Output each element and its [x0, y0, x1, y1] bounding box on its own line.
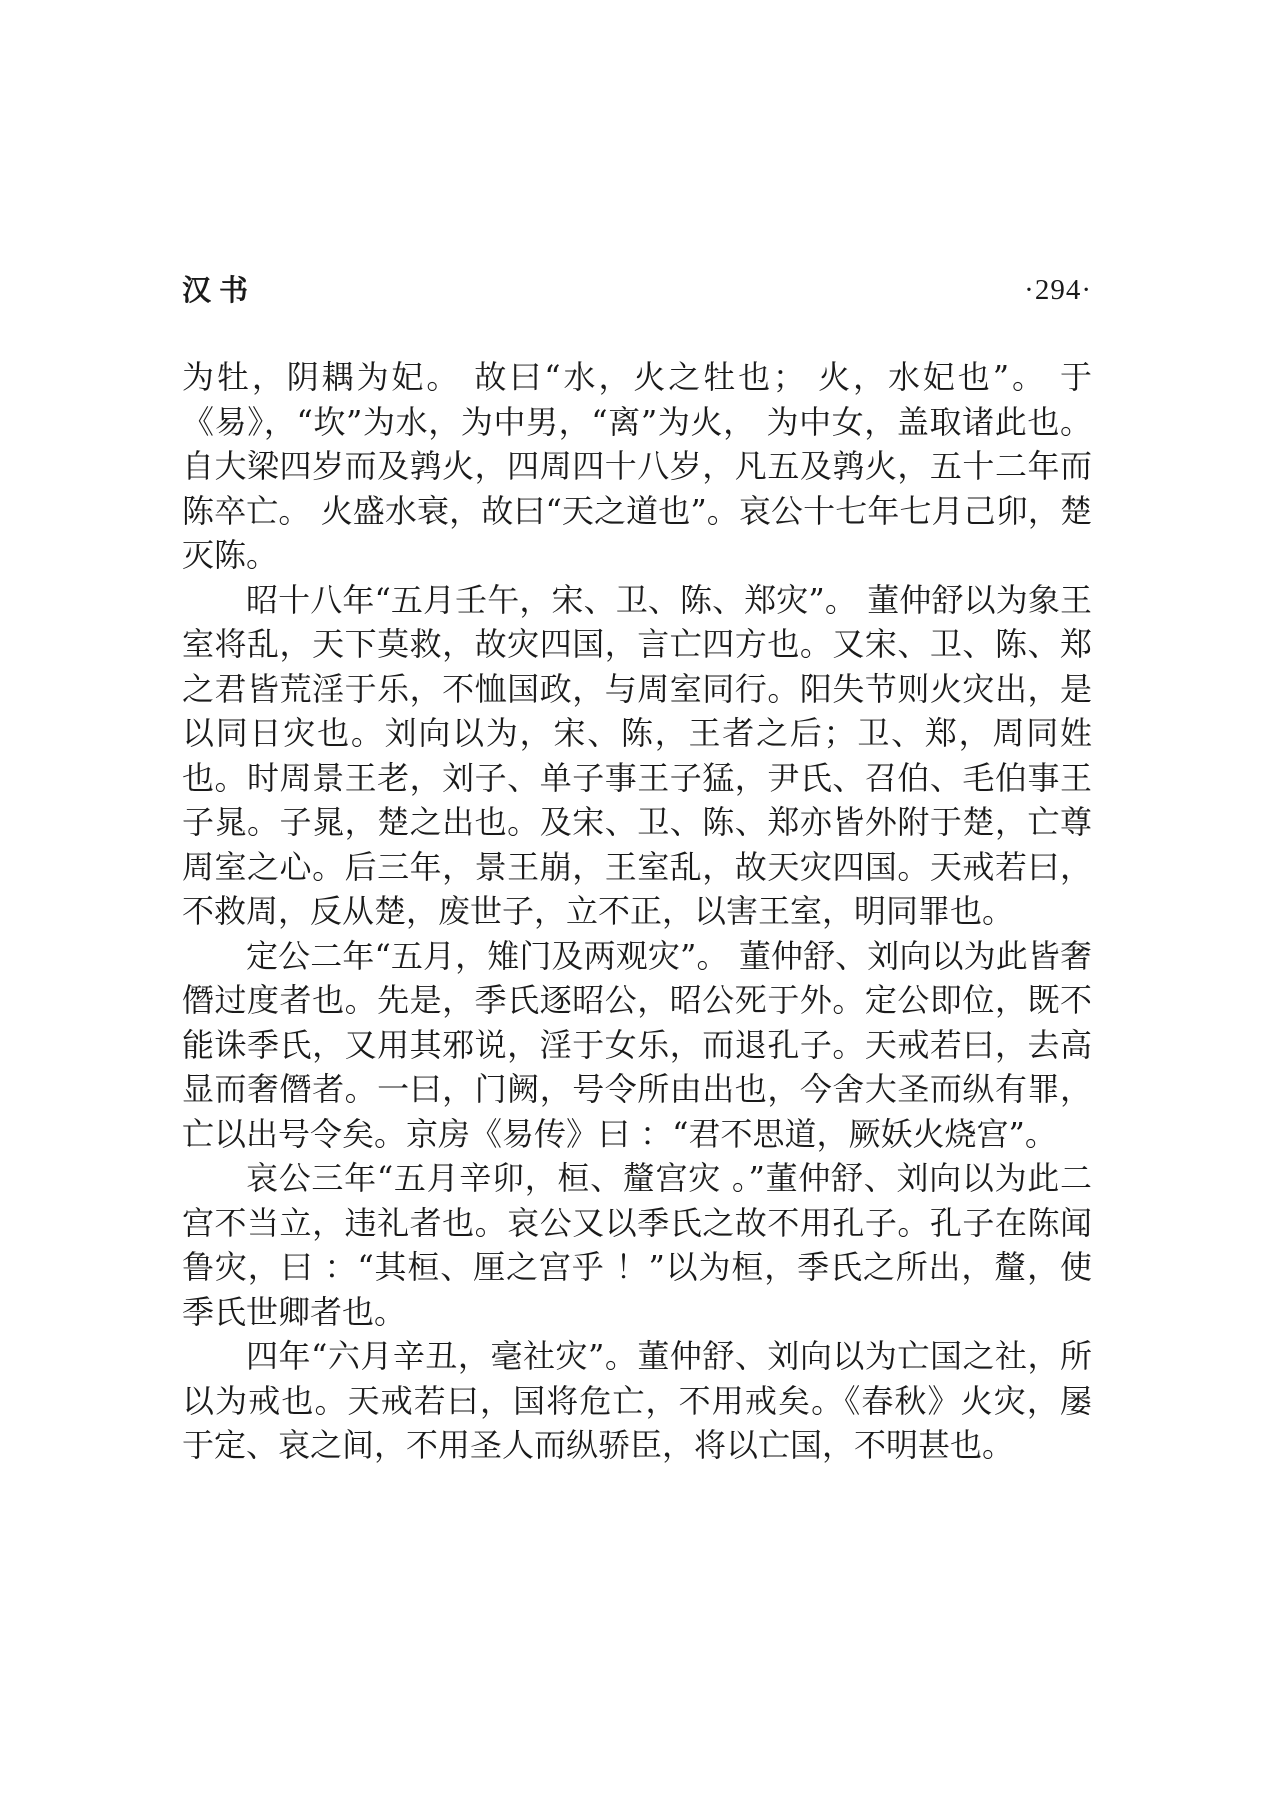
paragraph-4: 哀公三年“五月辛卯，桓、釐宫灾 。”董仲舒、刘向以为此二宫不当立，违礼者也。哀公又以季氏之故不用孔子。孔子在陈闻鲁灾，曰 ：“其桓、厘之宫乎 ！”以为桓，季氏之所出，釐，使季氏世卿者也。 [182, 1159, 1092, 1331]
paragraph-5: 四年“六月辛丑，毫社灾”。董仲舒、刘向以为亡国之社，所以为戒也。天戒若曰，国将危亡，不用戒矣。《春秋》火灾，屡于定、哀之间，不用圣人而纵骄臣，将以亡国，不明甚也。 [182, 1337, 1092, 1464]
page-number: ·294· [1024, 274, 1092, 306]
paragraph-2: 昭十八年“五月壬午，宋、卫、陈、郑灾”。 董仲舒以为象王室将乱，天下莫救，故灾四国，言亡四方也。又宋、卫、陈、郑之君皆荒淫于乐，不恤国政，与周室同行。阳失节则火灾出，是以同日灾也。刘向以为，宋、陈，王者之后；卫、郑，周同姓也。时周景王老，刘子、单子事王子猛，尹氏、召伯、毛伯事王子晁。子晁，楚之出也。及宋、卫、陈、郑亦皆外附于楚，亡尊周室之心。后三年，景王崩，王室乱，故天灾四国。天戒若曰，不救周，反从楚，废世子，立不正，以害王室，明同罪也。 [182, 580, 1092, 930]
running-header [182, 270, 1092, 310]
body-text [182, 355, 1092, 1468]
book-title: 汉书 [182, 273, 257, 307]
paragraph-3: 定公二年“五月，雉门及两观灾”。 董仲舒、刘向以为此皆奢僭过度者也。先是，季氏逐昭公，昭公死于外。定公即位，既不能诛季氏，又用其邪说，淫于女乐，而退孔子。天戒若曰，去高显而奢僭者。一曰，门阙，号令所由出也，今舍大圣而纵有罪，亡以出号令矣。京房《易传》曰 ：“君不思道，厥妖火烧宫”。 [182, 936, 1092, 1153]
paragraph-1: 为牡，阴耦为妃。 故曰“水，火之牡也； 火，水妃也”。 于《易》，“坎”为水，为中男，“离”为火， 为中女，盖取诸此也。自大梁四岁而及鹑火，四周四十八岁，凡五及鹑火，五十二年而陈卒亡。 火盛水衰，故曰“天之道也”。哀公十七年七月己卯，楚灭陈。 [182, 358, 1092, 574]
